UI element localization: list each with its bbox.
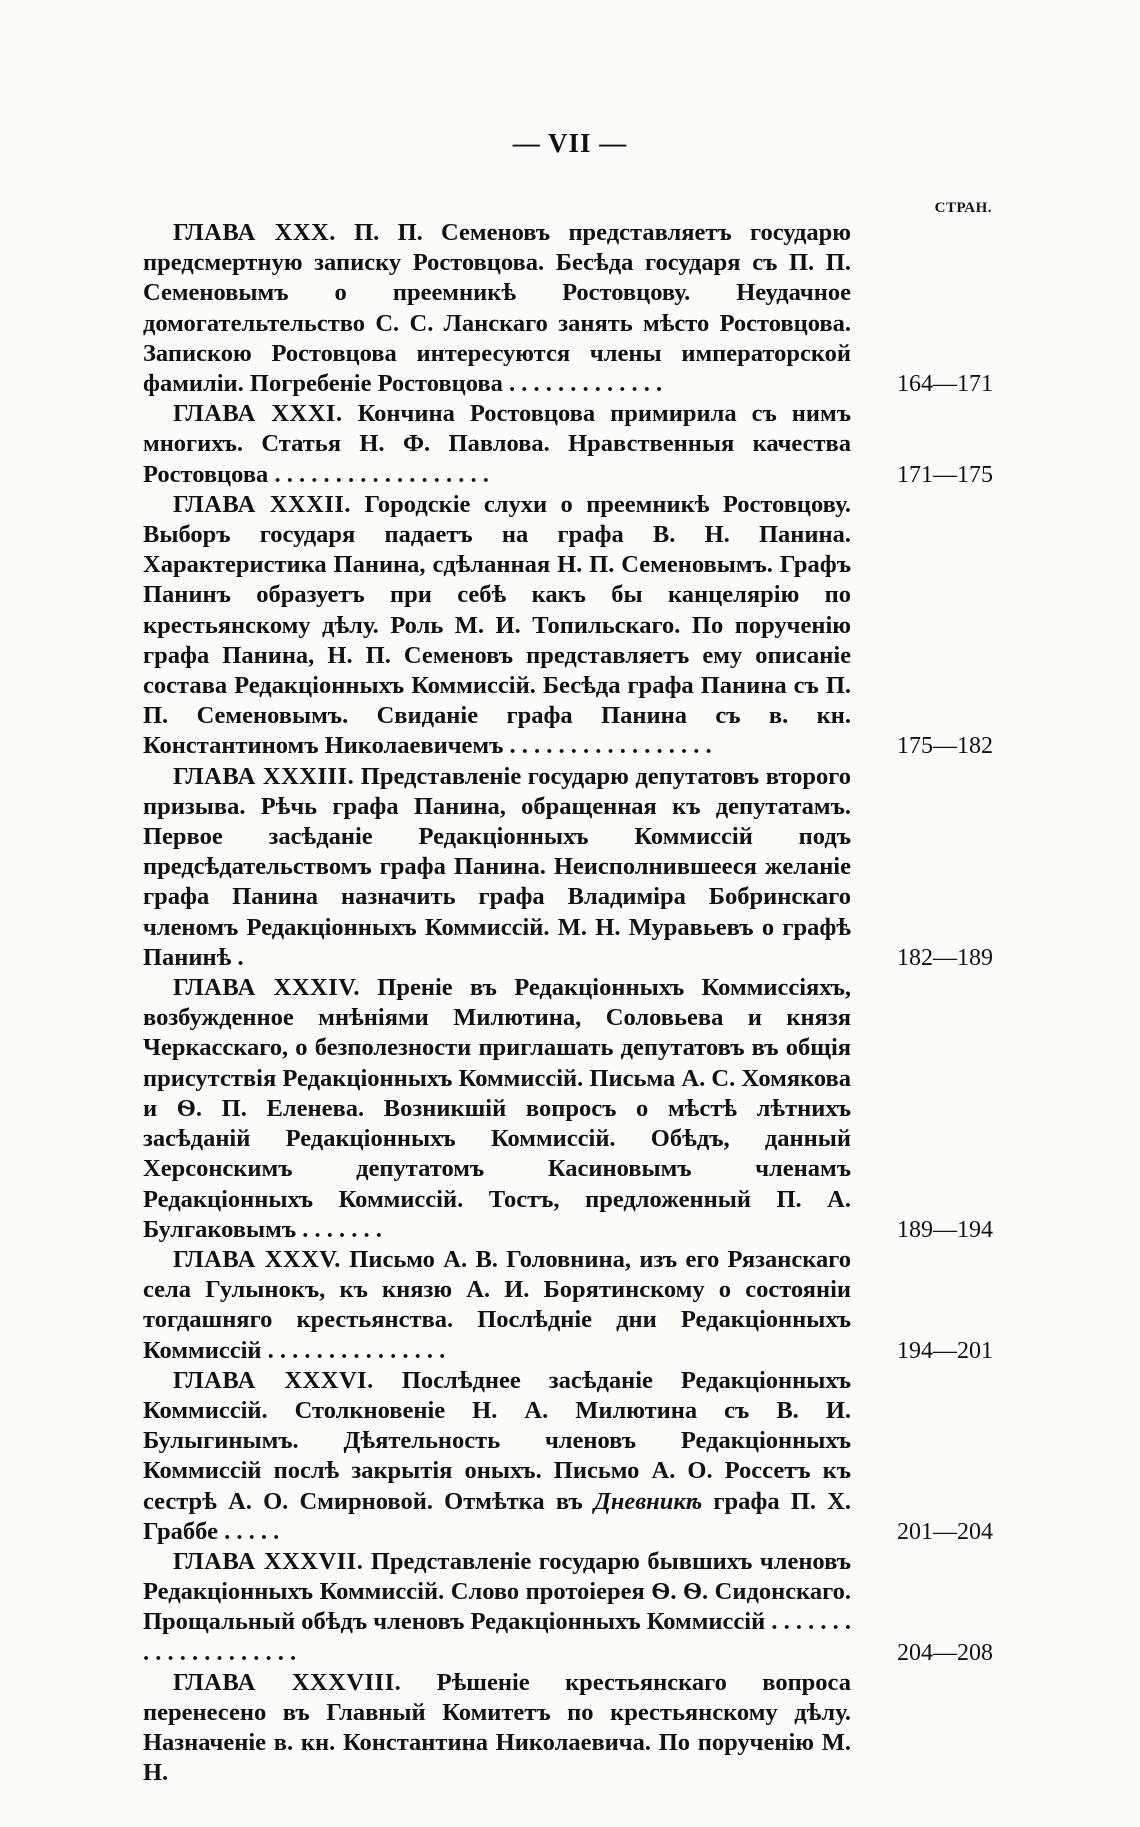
page-range: 171—175 [897, 461, 993, 488]
toc-entry [143, 762, 993, 973]
chapter-title: ГЛАВА XXXVIII. [173, 1668, 402, 1696]
chapter-title: ГЛАВА XXXVI. [173, 1366, 374, 1394]
entry-description: Послѣднее засѣданіе Редакціонныхъ Коммиссій. Столкновеніе Н. А. Милютина съ В. И. Булыгинымъ. Дѣятельность членовъ Редакціонныхъ Коммиссій послѣ закрытія оныхъ. Письмо А. О. Россетъ къ сестрѣ А. О. Смирновой. Отмѣтка въ [143, 1366, 852, 1515]
toc-entry [143, 1668, 993, 1789]
leader-dots: . . . . . . . . . . . . . . . . . . . . [143, 1608, 852, 1666]
page-number: — VII — [512, 128, 628, 158]
leader-dots: . . . . . . . [296, 1215, 382, 1243]
entry-description: Представленіе государю депутатовъ второго призыва. Рѣчь графа Панина, обращенная къ депутатамъ. Первое засѣданіе Редакціонныхъ Коммиссій подъ предсѣдательствомъ графа Панина. Неисполнившееся желаніе графа Панина назначить графа Владиміра Бобринскаго членомъ Редакціонныхъ Коммиссій. М. Н. Муравьевъ о графѣ Панинѣ [143, 762, 851, 971]
leader-dots: . . . . . [224, 1517, 280, 1545]
table-of-contents [143, 218, 993, 1789]
toc-entry [143, 973, 993, 1245]
toc-entry [143, 1547, 993, 1668]
entry-description: Кончина Ростовцова примирила съ нимъ многихъ. Статья Н. Ф. Павлова. Нравственныя качества Ростовцова [143, 400, 851, 488]
page-range: 194—201 [897, 1337, 993, 1364]
chapter-title: ГЛАВА XXXV. [173, 1245, 341, 1273]
page-range: 164—171 [897, 371, 993, 398]
toc-entry [143, 1366, 993, 1547]
entry-description: Преніе въ Редакціонныхъ Коммиссіяхъ, возбужденное мнѣніями Милютина, Соловьева и князя Черкасскаго, о безполезности приглашать депутатовъ въ общія присутствія Редакціонныхъ Коммиссій. Письма А. С. Хомякова и Ѳ. П. Еленева. Возникшій вопросъ о мѣстѣ лѣтнихъ засѣданій Редакціонныхъ Коммиссій. Обѣдъ, данный Херсонскимъ депутатомъ Касиновымъ членамъ Редакціонныхъ Коммиссій. Тостъ, предложенный П. А. Булгаковымъ [143, 974, 851, 1243]
entry-description: П. П. Семеновъ представляетъ государю предсмертную записку Ростовцова. Бесѣда государя съ П. П. Семеновымъ о преемникѣ Ростовцову. Неудачное домогательтельство С. С. Ланскаго занять мѣсто Ростовцова. Запискою Ростовцова интересуются члены императорской фамиліи. Погребеніе Ростовцова [143, 219, 851, 398]
page-range: 189—194 [897, 1216, 993, 1243]
toc-entry [143, 1245, 993, 1366]
italic-title: Дневникѣ [594, 1487, 703, 1515]
entry-description: Городскіе слухи о преемникѣ Ростовцову. Выборъ государя падаетъ на графа В. Н. Панина. Характеристика Панина, сдѣланная Н. П. Семеновымъ. Графъ Панинъ образуетъ при себѣ какъ бы канцелярію по крестьянскому дѣлу. Роль М. И. Топильскаго. По порученію графа Панина, Н. П. Семеновъ представляетъ ему описаніе состава Редакціонныхъ Коммиссій. Бесѣда графа Панина съ П. П. Семеновымъ. Свиданіе графа Панина съ в. кн. Константиномъ Николаевичемъ [143, 490, 851, 760]
page-range: 204—208 [897, 1639, 993, 1666]
entry-description-end: графа П. Х. Граббе [143, 1487, 852, 1545]
leader-dots: . . . . . . . . . . . . . [502, 370, 663, 398]
pages-column-header: СТРАН. [934, 200, 992, 216]
leader-dots: . . . . . . . . . . . . . . . [261, 1336, 446, 1364]
chapter-title: ГЛАВА XXXIII. [173, 762, 355, 790]
toc-entry [143, 218, 993, 399]
page-range: 175—182 [897, 733, 993, 760]
chapter-title: ГЛАВА XXXIV. [173, 974, 360, 1002]
entry-description: Письмо А. В. Головнина, изъ его Рязанскаго села Гулынокъ, къ князю А. И. Борятинскому о состояніи тогдашняго крестьянства. Послѣдніе дни Редакціонныхъ Коммиссій [143, 1245, 851, 1364]
entry-description: Представленіе государю бывшихъ членовъ Редакціонныхъ Коммиссій. Слово протоіерея Ѳ. Ѳ. Сидонскаго. Прощальный обѣдъ членовъ Редакціонныхъ Коммиссій [143, 1547, 851, 1636]
leader-dots: . . . . . . . . . . . . . . . . . [503, 732, 712, 760]
page-range: 201—204 [897, 1518, 993, 1545]
chapter-title: ГЛАВА XXXII. [173, 490, 352, 518]
toc-entry [143, 399, 993, 490]
entry-description: Рѣшеніе крестьянскаго вопроса перенесено въ Главный Комитетъ по крестьянскому дѣлу. Назначеніе в. кн. Константина Николаевича. По порученію М. Н. [143, 1668, 851, 1787]
page-range: 182—189 [897, 944, 993, 971]
leader-dots: . . . . . . . . . . . . . . . . . . [268, 460, 489, 488]
toc-entry [143, 490, 993, 762]
leader-dots: . [231, 943, 244, 971]
chapter-title: ГЛАВА XXXVII. [173, 1547, 364, 1575]
chapter-title: ГЛАВА XXX. [173, 219, 336, 246]
chapter-title: ГЛАВА XXXI. [173, 400, 343, 428]
